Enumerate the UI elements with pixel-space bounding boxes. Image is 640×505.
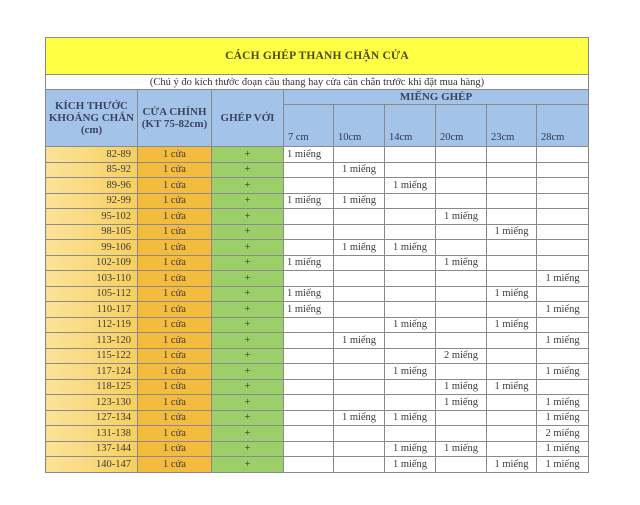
join-plus-cell: + bbox=[212, 286, 284, 302]
piece-7cm-cell bbox=[284, 426, 334, 442]
join-plus-cell: + bbox=[212, 410, 284, 426]
piece-14cm-cell bbox=[385, 162, 436, 178]
main-door-cell: 1 cửa bbox=[138, 147, 212, 163]
piece-14cm-cell: 1 miếng bbox=[385, 410, 436, 426]
piece-7cm-cell bbox=[284, 348, 334, 364]
piece-7cm-cell: 1 miếng bbox=[284, 147, 334, 163]
piece-28cm-cell: 1 miếng bbox=[537, 395, 589, 411]
piece-23cm-cell bbox=[487, 209, 537, 225]
main-door-cell: 1 cửa bbox=[138, 364, 212, 380]
piece-10cm-cell bbox=[334, 426, 385, 442]
piece-14cm-cell bbox=[385, 333, 436, 349]
piece-7cm-cell bbox=[284, 457, 334, 473]
header-pieces-group: MIẾNG GHÉP bbox=[284, 90, 589, 105]
range-cell: 85-92 bbox=[46, 162, 138, 178]
header-piece-28cm: 28cm bbox=[537, 105, 589, 147]
piece-20cm-cell bbox=[436, 364, 487, 380]
table-row bbox=[46, 426, 589, 442]
piece-14cm-cell bbox=[385, 379, 436, 395]
piece-28cm-cell bbox=[537, 162, 589, 178]
piece-10cm-cell bbox=[334, 364, 385, 380]
range-cell: 115-122 bbox=[46, 348, 138, 364]
header-piece-20cm: 20cm bbox=[436, 105, 487, 147]
piece-23cm-cell: 1 miếng bbox=[487, 317, 537, 333]
range-cell: 105-112 bbox=[46, 286, 138, 302]
piece-14cm-cell bbox=[385, 271, 436, 287]
range-cell: 99-106 bbox=[46, 240, 138, 256]
piece-14cm-cell bbox=[385, 147, 436, 163]
join-plus-cell: + bbox=[212, 333, 284, 349]
piece-23cm-cell: 1 miếng bbox=[487, 457, 537, 473]
range-cell: 137-144 bbox=[46, 441, 138, 457]
main-door-cell: 1 cửa bbox=[138, 286, 212, 302]
main-door-cell: 1 cửa bbox=[138, 379, 212, 395]
piece-10cm-cell bbox=[334, 271, 385, 287]
piece-7cm-cell bbox=[284, 364, 334, 380]
table-row bbox=[46, 224, 589, 240]
join-plus-cell: + bbox=[212, 426, 284, 442]
piece-10cm-cell bbox=[334, 147, 385, 163]
piece-23cm-cell bbox=[487, 364, 537, 380]
piece-14cm-cell bbox=[385, 286, 436, 302]
piece-28cm-cell: 1 miếng bbox=[537, 364, 589, 380]
piece-14cm-cell bbox=[385, 255, 436, 271]
piece-23cm-cell bbox=[487, 333, 537, 349]
table-row bbox=[46, 302, 589, 318]
piece-20cm-cell: 2 miếng bbox=[436, 348, 487, 364]
piece-10cm-cell bbox=[334, 441, 385, 457]
piece-7cm-cell bbox=[284, 410, 334, 426]
table-row bbox=[46, 317, 589, 333]
piece-28cm-cell bbox=[537, 178, 589, 194]
piece-7cm-cell bbox=[284, 209, 334, 225]
piece-28cm-cell: 1 miếng bbox=[537, 410, 589, 426]
piece-10cm-cell: 1 miếng bbox=[334, 240, 385, 256]
table-row bbox=[46, 271, 589, 287]
piece-10cm-cell bbox=[334, 457, 385, 473]
table-row bbox=[46, 240, 589, 256]
piece-14cm-cell bbox=[385, 193, 436, 209]
piece-23cm-cell bbox=[487, 441, 537, 457]
piece-7cm-cell: 1 miếng bbox=[284, 286, 334, 302]
table-row bbox=[46, 162, 589, 178]
piece-20cm-cell bbox=[436, 193, 487, 209]
piece-14cm-cell bbox=[385, 395, 436, 411]
piece-7cm-cell bbox=[284, 271, 334, 287]
piece-20cm-cell: 1 miếng bbox=[436, 209, 487, 225]
piece-23cm-cell bbox=[487, 426, 537, 442]
main-door-cell: 1 cửa bbox=[138, 317, 212, 333]
piece-23cm-cell bbox=[487, 255, 537, 271]
piece-7cm-cell: 1 miếng bbox=[284, 302, 334, 318]
piece-7cm-cell bbox=[284, 317, 334, 333]
table-row bbox=[46, 286, 589, 302]
piece-28cm-cell: 1 miếng bbox=[537, 441, 589, 457]
range-cell: 110-117 bbox=[46, 302, 138, 318]
table-title: CÁCH GHÉP THANH CHẶN CỬA bbox=[46, 38, 589, 75]
piece-20cm-cell bbox=[436, 302, 487, 318]
join-plus-cell: + bbox=[212, 317, 284, 333]
main-door-cell: 1 cửa bbox=[138, 240, 212, 256]
join-plus-cell: + bbox=[212, 271, 284, 287]
piece-28cm-cell: 2 miếng bbox=[537, 426, 589, 442]
piece-23cm-cell bbox=[487, 410, 537, 426]
join-plus-cell: + bbox=[212, 379, 284, 395]
main-door-cell: 1 cửa bbox=[138, 178, 212, 194]
table-row bbox=[46, 333, 589, 349]
piece-10cm-cell bbox=[334, 286, 385, 302]
piece-28cm-cell: 1 miếng bbox=[537, 457, 589, 473]
piece-20cm-cell bbox=[436, 286, 487, 302]
piece-28cm-cell bbox=[537, 147, 589, 163]
spreadsheet-table-container bbox=[45, 37, 588, 473]
main-door-cell: 1 cửa bbox=[138, 395, 212, 411]
range-cell: 131-138 bbox=[46, 426, 138, 442]
piece-7cm-cell bbox=[284, 441, 334, 457]
piece-7cm-cell bbox=[284, 395, 334, 411]
piece-7cm-cell bbox=[284, 178, 334, 194]
join-plus-cell: + bbox=[212, 209, 284, 225]
piece-23cm-cell bbox=[487, 193, 537, 209]
piece-20cm-cell bbox=[436, 162, 487, 178]
header-piece-23cm: 23cm bbox=[487, 105, 537, 147]
piece-14cm-cell bbox=[385, 224, 436, 240]
table-row bbox=[46, 395, 589, 411]
join-plus-cell: + bbox=[212, 302, 284, 318]
table-body bbox=[46, 147, 589, 473]
piece-20cm-cell bbox=[436, 317, 487, 333]
piece-20cm-cell: 1 miếng bbox=[436, 395, 487, 411]
piece-28cm-cell bbox=[537, 286, 589, 302]
door-bar-combination-table bbox=[45, 37, 589, 473]
piece-28cm-cell bbox=[537, 209, 589, 225]
piece-23cm-cell bbox=[487, 395, 537, 411]
range-cell: 113-120 bbox=[46, 333, 138, 349]
range-cell: 89-96 bbox=[46, 178, 138, 194]
piece-10cm-cell bbox=[334, 348, 385, 364]
table-row bbox=[46, 364, 589, 380]
join-plus-cell: + bbox=[212, 162, 284, 178]
table-row bbox=[46, 457, 589, 473]
header-main-door: CỬA CHÍNH (KT 75-82cm) bbox=[138, 90, 212, 147]
main-door-cell: 1 cửa bbox=[138, 193, 212, 209]
range-cell: 92-99 bbox=[46, 193, 138, 209]
piece-28cm-cell: 1 miếng bbox=[537, 333, 589, 349]
main-door-cell: 1 cửa bbox=[138, 302, 212, 318]
piece-28cm-cell: 1 miếng bbox=[537, 302, 589, 318]
main-door-cell: 1 cửa bbox=[138, 348, 212, 364]
piece-28cm-cell bbox=[537, 224, 589, 240]
piece-10cm-cell: 1 miếng bbox=[334, 333, 385, 349]
range-cell: 95-102 bbox=[46, 209, 138, 225]
piece-28cm-cell bbox=[537, 255, 589, 271]
piece-20cm-cell bbox=[436, 333, 487, 349]
main-door-cell: 1 cửa bbox=[138, 224, 212, 240]
main-door-cell: 1 cửa bbox=[138, 162, 212, 178]
main-door-cell: 1 cửa bbox=[138, 410, 212, 426]
range-cell: 102-109 bbox=[46, 255, 138, 271]
piece-23cm-cell bbox=[487, 240, 537, 256]
header-join-with: GHÉP VỚI bbox=[212, 90, 284, 147]
table-row bbox=[46, 255, 589, 271]
piece-7cm-cell bbox=[284, 333, 334, 349]
piece-23cm-cell bbox=[487, 147, 537, 163]
table-row bbox=[46, 441, 589, 457]
piece-20cm-cell: 1 miếng bbox=[436, 441, 487, 457]
join-plus-cell: + bbox=[212, 147, 284, 163]
join-plus-cell: + bbox=[212, 224, 284, 240]
header-piece-7cm: 7 cm bbox=[284, 105, 334, 147]
range-cell: 140-147 bbox=[46, 457, 138, 473]
piece-14cm-cell bbox=[385, 426, 436, 442]
piece-7cm-cell: 1 miếng bbox=[284, 193, 334, 209]
range-cell: 117-124 bbox=[46, 364, 138, 380]
join-plus-cell: + bbox=[212, 395, 284, 411]
piece-7cm-cell bbox=[284, 240, 334, 256]
main-door-cell: 1 cửa bbox=[138, 209, 212, 225]
piece-7cm-cell bbox=[284, 379, 334, 395]
table-row bbox=[46, 147, 589, 163]
piece-20cm-cell bbox=[436, 240, 487, 256]
range-cell: 118-125 bbox=[46, 379, 138, 395]
join-plus-cell: + bbox=[212, 193, 284, 209]
piece-10cm-cell bbox=[334, 302, 385, 318]
piece-14cm-cell: 1 miếng bbox=[385, 317, 436, 333]
table-row bbox=[46, 410, 589, 426]
table-row bbox=[46, 178, 589, 194]
piece-7cm-cell bbox=[284, 162, 334, 178]
join-plus-cell: + bbox=[212, 255, 284, 271]
main-door-cell: 1 cửa bbox=[138, 333, 212, 349]
piece-7cm-cell bbox=[284, 224, 334, 240]
main-door-cell: 1 cửa bbox=[138, 271, 212, 287]
piece-14cm-cell bbox=[385, 209, 436, 225]
piece-23cm-cell: 1 miếng bbox=[487, 224, 537, 240]
piece-10cm-cell: 1 miếng bbox=[334, 410, 385, 426]
piece-10cm-cell: 1 miếng bbox=[334, 162, 385, 178]
piece-14cm-cell bbox=[385, 348, 436, 364]
piece-10cm-cell bbox=[334, 255, 385, 271]
range-cell: 82-89 bbox=[46, 147, 138, 163]
piece-28cm-cell: 1 miếng bbox=[537, 271, 589, 287]
range-cell: 127-134 bbox=[46, 410, 138, 426]
piece-28cm-cell bbox=[537, 379, 589, 395]
main-door-cell: 1 cửa bbox=[138, 255, 212, 271]
piece-23cm-cell bbox=[487, 178, 537, 194]
table-row bbox=[46, 348, 589, 364]
piece-28cm-cell bbox=[537, 317, 589, 333]
piece-28cm-cell bbox=[537, 193, 589, 209]
piece-7cm-cell: 1 miếng bbox=[284, 255, 334, 271]
header-range: KÍCH THƯỚC KHOẢNG CHẮN (cm) bbox=[46, 90, 138, 147]
range-cell: 123-130 bbox=[46, 395, 138, 411]
range-cell: 98-105 bbox=[46, 224, 138, 240]
piece-10cm-cell bbox=[334, 224, 385, 240]
piece-23cm-cell: 1 miếng bbox=[487, 286, 537, 302]
piece-20cm-cell: 1 miếng bbox=[436, 255, 487, 271]
piece-23cm-cell bbox=[487, 271, 537, 287]
piece-14cm-cell: 1 miếng bbox=[385, 457, 436, 473]
range-cell: 103-110 bbox=[46, 271, 138, 287]
range-cell: 112-119 bbox=[46, 317, 138, 333]
piece-14cm-cell: 1 miếng bbox=[385, 240, 436, 256]
piece-20cm-cell bbox=[436, 271, 487, 287]
piece-10cm-cell bbox=[334, 395, 385, 411]
piece-20cm-cell: 1 miếng bbox=[436, 379, 487, 395]
piece-23cm-cell bbox=[487, 348, 537, 364]
header-piece-10cm: 10cm bbox=[334, 105, 385, 147]
piece-10cm-cell: 1 miếng bbox=[334, 193, 385, 209]
piece-28cm-cell bbox=[537, 240, 589, 256]
piece-14cm-cell bbox=[385, 302, 436, 318]
piece-14cm-cell: 1 miếng bbox=[385, 364, 436, 380]
piece-10cm-cell bbox=[334, 178, 385, 194]
table-row bbox=[46, 209, 589, 225]
join-plus-cell: + bbox=[212, 457, 284, 473]
piece-23cm-cell bbox=[487, 162, 537, 178]
piece-20cm-cell bbox=[436, 410, 487, 426]
piece-20cm-cell bbox=[436, 147, 487, 163]
piece-10cm-cell bbox=[334, 379, 385, 395]
join-plus-cell: + bbox=[212, 441, 284, 457]
piece-10cm-cell bbox=[334, 209, 385, 225]
main-door-cell: 1 cửa bbox=[138, 441, 212, 457]
join-plus-cell: + bbox=[212, 348, 284, 364]
join-plus-cell: + bbox=[212, 178, 284, 194]
main-door-cell: 1 cửa bbox=[138, 426, 212, 442]
piece-20cm-cell bbox=[436, 224, 487, 240]
piece-23cm-cell: 1 miếng bbox=[487, 379, 537, 395]
piece-10cm-cell bbox=[334, 317, 385, 333]
join-plus-cell: + bbox=[212, 364, 284, 380]
piece-23cm-cell bbox=[487, 302, 537, 318]
header-piece-14cm: 14cm bbox=[385, 105, 436, 147]
piece-20cm-cell bbox=[436, 178, 487, 194]
piece-14cm-cell: 1 miếng bbox=[385, 441, 436, 457]
piece-20cm-cell bbox=[436, 457, 487, 473]
piece-28cm-cell bbox=[537, 348, 589, 364]
main-door-cell: 1 cửa bbox=[138, 457, 212, 473]
table-row bbox=[46, 193, 589, 209]
table-row bbox=[46, 379, 589, 395]
piece-20cm-cell bbox=[436, 426, 487, 442]
join-plus-cell: + bbox=[212, 240, 284, 256]
piece-14cm-cell: 1 miếng bbox=[385, 178, 436, 194]
measurement-note: (Chú ý đo kích thước đoạn cầu thang hay cửa cần chắn trước khi đặt mua hàng) bbox=[46, 75, 589, 90]
